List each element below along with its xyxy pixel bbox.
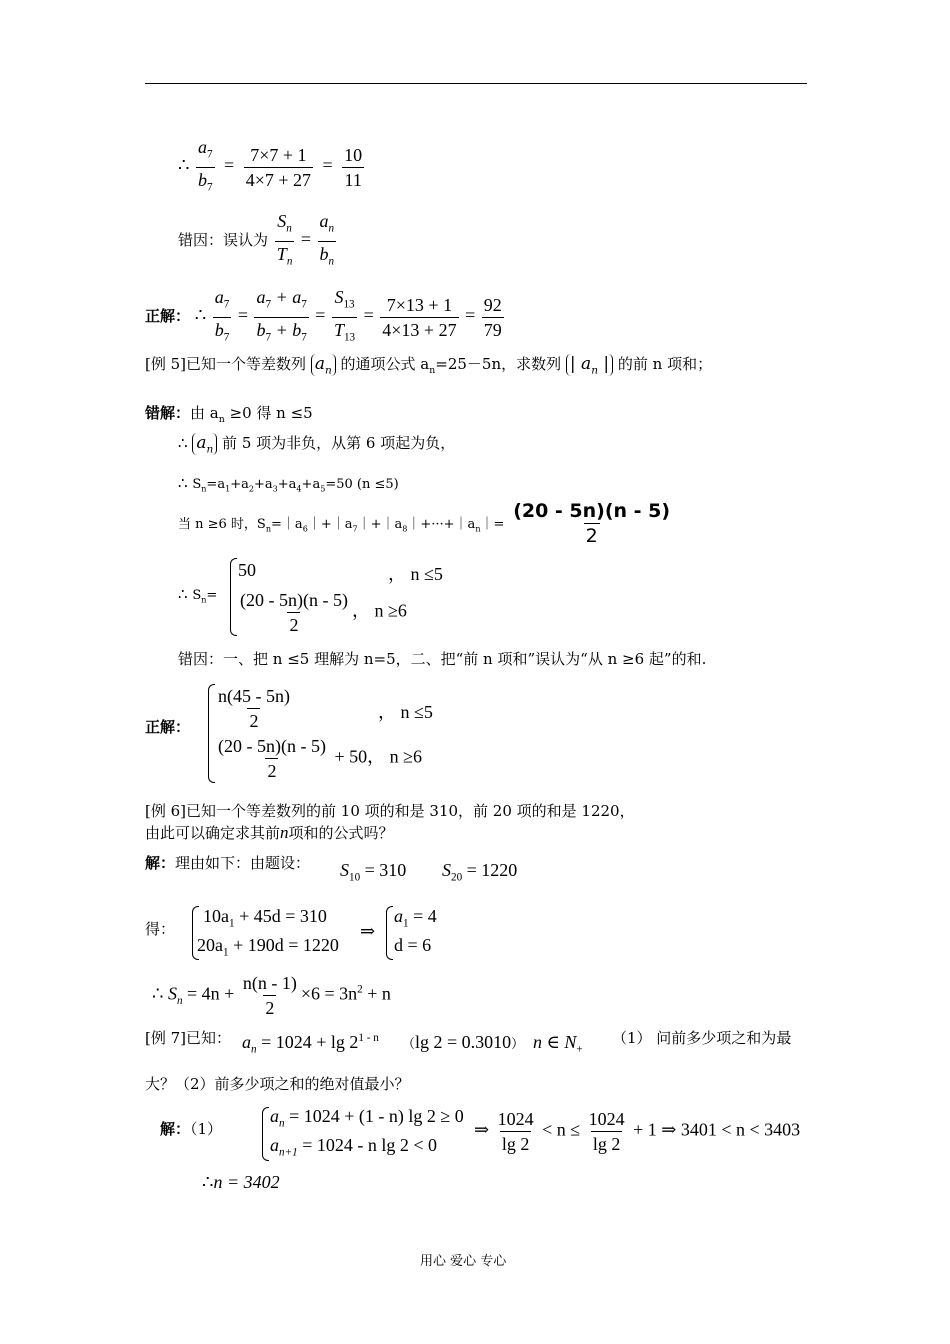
correct-case-1: $\frac{n(45 - 5n)}{2}$ xyxy=(218,686,290,731)
piecewise-case-1: 50 xyxy=(238,560,256,580)
example-7-lg: （lg 2 = 0.3010） xyxy=(402,1032,525,1052)
sol7-eq-1: $a_n = 1024 + (1 - n)$ lg 2 ≥ 0 xyxy=(270,1106,464,1130)
wrong-step-2: ∴ $a_n$ 前 5 项为非负，从第 6 项起为负， xyxy=(178,432,456,456)
brace-sol7 xyxy=(262,1107,269,1161)
sol7-eq-2: $a_{n+1} = 1024 - n$ lg 2 < 0 xyxy=(270,1135,437,1159)
example-7-nin: n ∈ $N_+$ xyxy=(533,1032,583,1056)
correct-cond-1: ， n ≤5 xyxy=(378,702,433,722)
de-label: 得： xyxy=(145,920,176,938)
correct-solution-1: 正解： ∴ $\frac{a_7}{b_7}$ = $\frac{a_7 + a_7}{b_7 + b_7}$ = $\frac{S_{13}}{T_{13}}$ = $\frac{7\times 13 + 1}{4\times 13 + 27}$ = $\frac{92}{79}$ xyxy=(145,286,506,348)
example-7-q1: （1） 问前多少项之和为最 xyxy=(612,1029,792,1047)
system-eq-1: $10a_1 + 45d = 310$ xyxy=(203,906,327,930)
error-cause-2: 错因：一、把 n ≤5 理解为 n=5，二、把“前 n 项和”误认为“从 n ≥6 起”的和. xyxy=(178,650,707,668)
wrong-step-4: 当 n ≥6 时，$S_n=|a_6|+|a_7|+|a_8|+\cdot\cdot\cdot+|a_n|=$ $\frac{(20 - 5n)(n - 5)}{2}$ xyxy=(178,500,671,547)
example-7-q2: 大？（2）前多少项之和的绝对值最小？ xyxy=(145,1075,410,1093)
wrong-step-3: ∴ $S_n=a_1+a_2+a_3+a_4+a_5=50$ (n ≤5) xyxy=(178,474,399,494)
sol7-range: ⇒ $\frac{1024}{\lg 2}$ < n ≤ $\frac{1024}{\lg 2}$ + 1 ⇒ 3401 < n < 3403 xyxy=(474,1109,801,1154)
example-7-an: $a_n = 1024 + \lg 2^{1 - n}$ xyxy=(242,1032,379,1056)
brace-result xyxy=(386,906,393,960)
wrong-solution-label: 错解：由 $a_n \ge 0$ 得 n ≤5 xyxy=(145,404,313,425)
wrong-piecewise-label: ∴ $S_n=$ xyxy=(178,585,218,605)
piecewise-cond-1: ， n ≤5 xyxy=(388,564,443,584)
result-a1: $a_1 = 4$ xyxy=(394,906,437,930)
correct-case-2: $\frac{(20 - 5n)(n - 5)}{2}$ + 50， n ≥6 xyxy=(218,736,422,781)
correct-label: 正解： xyxy=(145,718,191,736)
system-eq-2: $20a_1 + 190d = 1220$ xyxy=(197,935,339,959)
example-5: [例 5]已知一个等差数列 $a_n$ 的通项公式 $a_n=25-5n$，求数列 | $a_n$ | 的前 n 项和； xyxy=(145,353,713,377)
final-answer: ∴n = 3402 xyxy=(202,1172,280,1192)
example-6-line2: 由此可以确定求其前n项和的公式吗？ xyxy=(145,823,394,842)
result-d: d = 6 xyxy=(394,935,432,955)
s10-value: $S_{10} = 310$ xyxy=(340,860,407,884)
example-7-label: [例 7]已知： xyxy=(145,1029,232,1047)
sn-formula: ∴ $S_n = 4n$ + $\frac{n(n - 1)}{2}$ $\times 6 = 3n^2 + n$ xyxy=(152,973,391,1018)
example-6-line1: [例 6]已知一个等差数列的前 10 项的和是 310，前 20 项的和是 1220， xyxy=(145,802,635,820)
implies-arrow: ⇒ xyxy=(360,921,376,941)
solution-6: 解：理由如下：由题设： xyxy=(145,854,311,872)
piecewise-case-2: $\frac{(20 - 5n)(n - 5)}{2}$ ， n ≥6 xyxy=(240,590,407,635)
equation-a7-b7: ∴ $\frac{a_7}{b_7}$ = $\frac{7\times 7 + 1}{4\times 7 + 27}$ = $\frac{10}{11}$ xyxy=(178,136,366,198)
solution-7-label: 解：（1） xyxy=(160,1120,223,1138)
header-rule xyxy=(145,83,807,84)
s20-value: $S_{20} = 1220$ xyxy=(442,860,518,884)
footer-text: 用心 爱心 专心 xyxy=(420,1254,507,1269)
error-cause-1: 错因：误认为 $\frac{S_n}{T_n}$ = $\frac{a_n}{b_n}$ xyxy=(178,210,338,272)
